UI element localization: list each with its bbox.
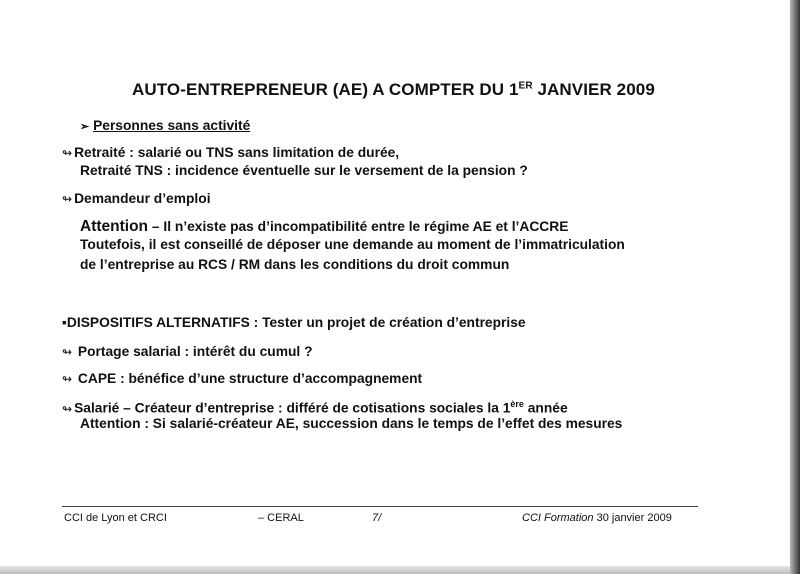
salarie-row [62, 399, 568, 416]
curved-arrow-icon: ↬ [62, 372, 73, 386]
footer-right [522, 512, 672, 524]
cape-row [62, 371, 422, 386]
demandeur-row [62, 191, 211, 206]
salarie-end: année [523, 400, 568, 416]
curved-arrow-icon: ↬ [62, 345, 73, 359]
curved-arrow-icon: ↬ [62, 401, 73, 416]
footer-org: CCI Formation [522, 512, 594, 524]
footer-date: 30 janvier 2009 [593, 512, 672, 524]
demandeur-text: Demandeur d’emploi [74, 191, 211, 206]
retraite-row [62, 145, 399, 160]
footer-divider [62, 506, 698, 507]
salarie-main: Salarié – Créateur d’entreprise : différé de cotisations sociales la 1 [74, 400, 511, 416]
footer-page-number: 7/ [372, 512, 382, 524]
section-arrow-icon: ➢ [80, 121, 90, 133]
title-main: AUTO-ENTREPRENEUR (AE) A COMPTER DU 1 [132, 80, 519, 99]
dispositifs-text: DISPOSITIFS ALTERNATIFS : Tester un projet de création d’entreprise [66, 315, 526, 330]
curved-arrow-icon: ↬ [62, 146, 73, 160]
salarie-superscript: ère [510, 399, 524, 409]
section-heading-row [80, 118, 250, 133]
toutefois-line-2: de l’entreprise au RCS / RM dans les conditions du droit commun [80, 257, 510, 272]
attention-label: Attention [80, 218, 149, 235]
cape-text: CAPE : bénéfice d’une structure d’accompagnement [77, 371, 423, 386]
square-bullet-icon: ▪ [62, 315, 67, 330]
attention-row [80, 218, 568, 236]
footer-left: CCI de Lyon et CRCI [64, 512, 167, 524]
title-superscript: ER [518, 80, 533, 92]
scan-edge-bottom [0, 566, 790, 574]
page-title [132, 80, 655, 100]
footer-ceral: – CERAL [258, 512, 304, 524]
portage-text: Portage salarial : intérêt du cumul ? [77, 344, 313, 359]
salarie-attention: Attention : Si salarié-créateur AE, succession dans le temps de l’effet des mesures [80, 416, 623, 431]
scan-edge-right [790, 0, 800, 574]
attention-text: – Il n’existe pas d’incompatibilité entre le régime AE et l’ACCRE [148, 219, 569, 234]
retraite-line-2: Retraité TNS : incidence éventuelle sur le versement de la pension ? [80, 163, 528, 178]
dispositifs-row [62, 315, 526, 330]
section-heading: Personnes sans activité [93, 118, 251, 133]
title-end: JANVIER 2009 [532, 80, 655, 99]
toutefois-line-1: Toutefois, il est conseillé de déposer une demande au moment de l’immatriculation [80, 237, 625, 252]
portage-row [62, 344, 313, 359]
retraite-line-1: Retraité : salarié ou TNS sans limitation de durée, [74, 145, 400, 160]
curved-arrow-icon: ↬ [62, 192, 73, 206]
